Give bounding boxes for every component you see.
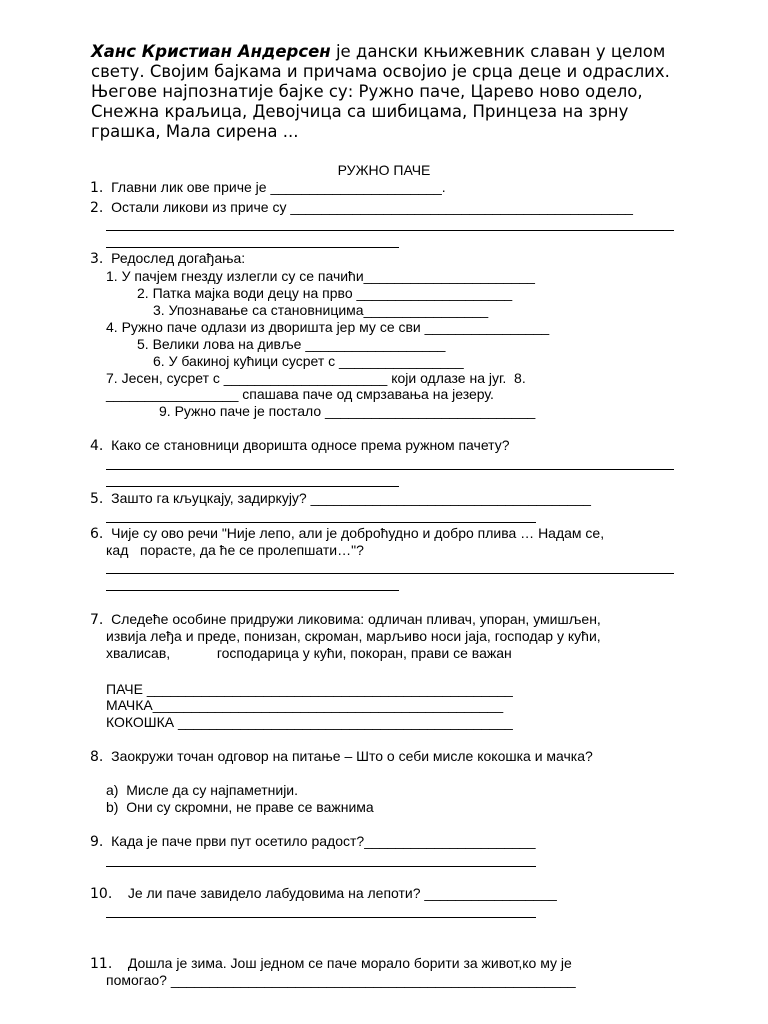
author-name: Ханс Кристиан Андерсен: [91, 42, 331, 61]
sequence-item-1: 1. У пачјем гнезду излегли су се пачићи______________________: [106, 268, 535, 284]
answer-line[interactable]: [106, 486, 399, 487]
sequence-item-7: 7. Јесен, сусрет с _____________________ који одлазе на југ. 8.: [106, 370, 526, 386]
character-cat-answer: МАЧКА_____________________________________________: [106, 697, 504, 713]
answer-line[interactable]: [106, 469, 674, 470]
answer-line[interactable]: [106, 247, 399, 248]
question-5: [90, 490, 591, 508]
question-3: [90, 250, 245, 268]
question-number: 2.: [90, 200, 104, 216]
answer-line[interactable]: [106, 522, 536, 523]
answer-line[interactable]: [106, 573, 674, 574]
question-text: Редослед догађања:: [111, 250, 246, 266]
question-6: [90, 525, 604, 543]
question-8: [90, 748, 593, 766]
question-2: [90, 199, 633, 217]
question-number: 7.: [90, 612, 104, 628]
question-11: [90, 955, 572, 973]
question-number: 6.: [90, 526, 104, 542]
character-hen-answer: КОКОШКА ___________________________________________: [106, 714, 513, 730]
question-number: 11.: [90, 956, 113, 972]
sequence-item-4: 4. Ружно паче одлази из дворишта јер му се сви ________________: [106, 319, 550, 335]
question-number: 10.: [90, 886, 113, 902]
answer-line[interactable]: [106, 230, 674, 231]
intro-paragraph: [91, 42, 691, 142]
question-number: 4.: [90, 438, 104, 454]
question-text: Зашто га кљуцкају, задиркују? ____________________________________: [111, 490, 591, 506]
question-text: Како се становници дворишта односе према ружном пачету?: [111, 437, 510, 453]
question-7-line-2: извија леђа и преде, понизан, скроман, марљиво носи јаја, господар у кући,: [106, 628, 601, 644]
sequence-item-5: 5. Велики лова на дивље __________________: [137, 336, 446, 352]
question-11-continued: помогао? ____________________________________________________: [106, 972, 576, 988]
intro-text: је дански књижевник славан у целом свету. Својим бајкама и причама освојио је срца деце и одраслих. Његове најпознатије бајке су: Ружно паче, Царево ново одело, Снежна краљица, Девојчица са шибицама, Принцеза на зрну грашка, Мала сирена ...: [91, 42, 670, 141]
question-1: [90, 179, 446, 197]
question-text: Дошла је зима. Још једном се паче морало борити за живот,ко му је: [127, 955, 572, 971]
sequence-item-6: 6. У бакиној кућици сусрет с ________________: [153, 353, 464, 369]
question-text: Следеће особине придружи ликовима: одличан пливач, упоран, умишљен,: [111, 611, 601, 627]
answer-line[interactable]: [106, 917, 536, 918]
worksheet-title: РУЖНО ПАЧЕ: [337, 162, 431, 178]
question-text: Чије су ово речи "Није лепо, али је доброћудно и добро плива … Надам се,: [111, 525, 605, 541]
question-text: Заокружи точан одговор на питање – Што о себи мисле кокошка и мачка?: [111, 748, 593, 764]
question-6-continued: кад порасте, да ће се пролепшати…"?: [106, 542, 364, 558]
answer-option-b[interactable]: b) Они су скромни, не праве се важнима: [106, 799, 374, 815]
question-number: 3.: [90, 251, 104, 267]
question-text: Главни лик ове приче је ______________________.: [111, 179, 446, 195]
question-number: 5.: [90, 491, 104, 507]
answer-line[interactable]: [106, 590, 399, 591]
question-7: [90, 611, 601, 629]
question-9: [90, 833, 536, 851]
question-10: [90, 885, 557, 903]
question-number: 9.: [90, 834, 104, 850]
sequence-item-3: 3. Упознавање са становницима________________: [153, 302, 489, 318]
question-text: Остали ликови из приче су ____________________________________________: [111, 199, 633, 215]
sequence-item-2: 2. Патка мајка води децу на прво ____________________: [137, 285, 513, 301]
question-number: 8.: [90, 749, 104, 765]
sequence-item-9: 9. Ружно паче је постало ___________________________: [159, 403, 536, 419]
character-duckling-answer: ПАЧЕ _______________________________________________: [106, 681, 513, 697]
question-text: Када је паче први пут осетило радост?______________________: [111, 833, 536, 849]
question-text: Је ли паче завидело лабудовима на лепоти? _________________: [127, 885, 557, 901]
answer-option-a[interactable]: a) Мисле да су најпаметнији.: [106, 782, 299, 798]
answer-line[interactable]: [106, 866, 536, 867]
sequence-item-8: _________________ спашава паче од смрзавања на језеру.: [106, 386, 494, 402]
question-number: 1.: [90, 180, 104, 196]
question-7-line-3: хвалисав, господарица у кући, покоран, прави се важан: [106, 645, 512, 661]
question-4: [90, 437, 510, 455]
